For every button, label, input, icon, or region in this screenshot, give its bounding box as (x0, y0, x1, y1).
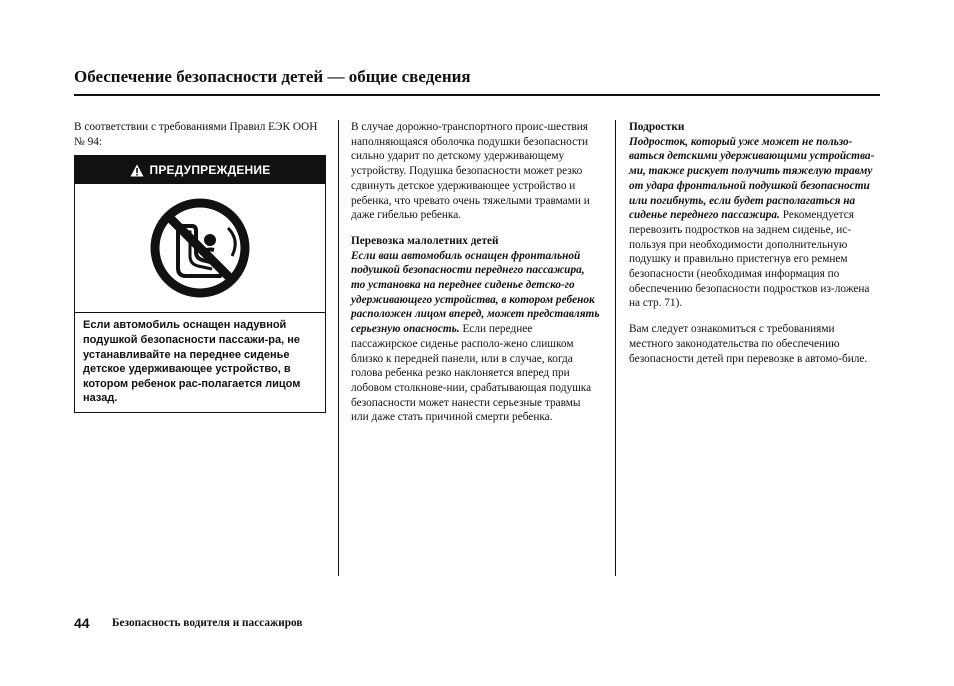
warning-header (75, 156, 325, 184)
section-name: Безопасность водителя и пассажиров (112, 617, 303, 629)
small-children-paragraph (351, 249, 601, 425)
teenagers-details: Рекомендуется перевозить подростков на заднем сиденье, ис-пользуя при необходимости дополнительную подушку и правильно пристегнув его ремнем безопасности (необходимая информация по обеспечению безопасности подростков из-ложена на стр. 71). (629, 209, 870, 310)
warning-text: Если автомобиль оснащен надувной подушкой безопасности пассажи-ра, не устанавливайте на переднее сиденье детское удерживающее устройство, в котором ребенок рас-полагается лицом назад. (83, 319, 301, 405)
teenagers-paragraph (629, 135, 881, 311)
warning-label: ПРЕДУПРЕЖДЕНИЕ (149, 163, 271, 178)
warning-box (74, 155, 326, 413)
column-divider-1 (338, 120, 339, 576)
teenagers-heading: Подростки (629, 121, 685, 133)
warning-image (75, 184, 325, 313)
teenagers-warning-emphasis: Подросток, который уже может не пользо-ваться детскими удерживающими устройства-ми, также рискует получить тяжелую травму от удара фронтальной подушкой безопасности или погибнуть, если будет располагаться на сиденье переднего пассажира. (629, 135, 875, 222)
title-divider (74, 94, 880, 96)
page-title: Обеспечение безопасности детей — общие сведения (74, 67, 471, 86)
intro-text: В соответствии с требованиями Правил ЕЭК ООН № 94: (74, 121, 318, 148)
page-number: 44 (74, 615, 90, 631)
airbag-impact-paragraph: В случае дорожно-транспортного проис-шествия наполняющаяся оболочка подушки безопасности сильно ударит по детскому удерживающему устройству. Подушка безопасности может резко сдвинуть детское удерживающее устройство и ребенка, что чревато очень тяжелыми травмами и даже гибелью ребенка. (351, 121, 590, 222)
small-children-heading: Перевозка малолетних детей (351, 234, 499, 247)
no-rear-facing-child-seat-icon (148, 196, 252, 300)
column-1 (74, 120, 326, 413)
column-2 (351, 120, 601, 425)
column-3 (629, 120, 881, 366)
column-divider-2 (615, 120, 616, 576)
small-children-details: Если переднее пассажирское сиденье располо-жено слишком близко к передней панели, или в случае, когда голова ребенка резко наклоняется вперед при лобовом столкнове-нии, срабатывающая подушка безопасности может нанести серьезные травмы или даже стать причиной смерти ребенка. (351, 323, 592, 424)
local-laws-paragraph: Вам следует ознакомиться с требованиями местного законодательства по обеспечению безопасности детей при перевозке в автомо-биле. (629, 323, 868, 365)
small-children-warning-emphasis: Если ваш автомобиль оснащен фронтальной подушкой безопасности переднего пассажира, то установка на переднее сиденье детско-го удерживающего устройства, в котором ребенок расположен лицом вперед, может представлять серьезную опасность. (351, 249, 600, 336)
warning-triangle-icon (130, 164, 144, 177)
